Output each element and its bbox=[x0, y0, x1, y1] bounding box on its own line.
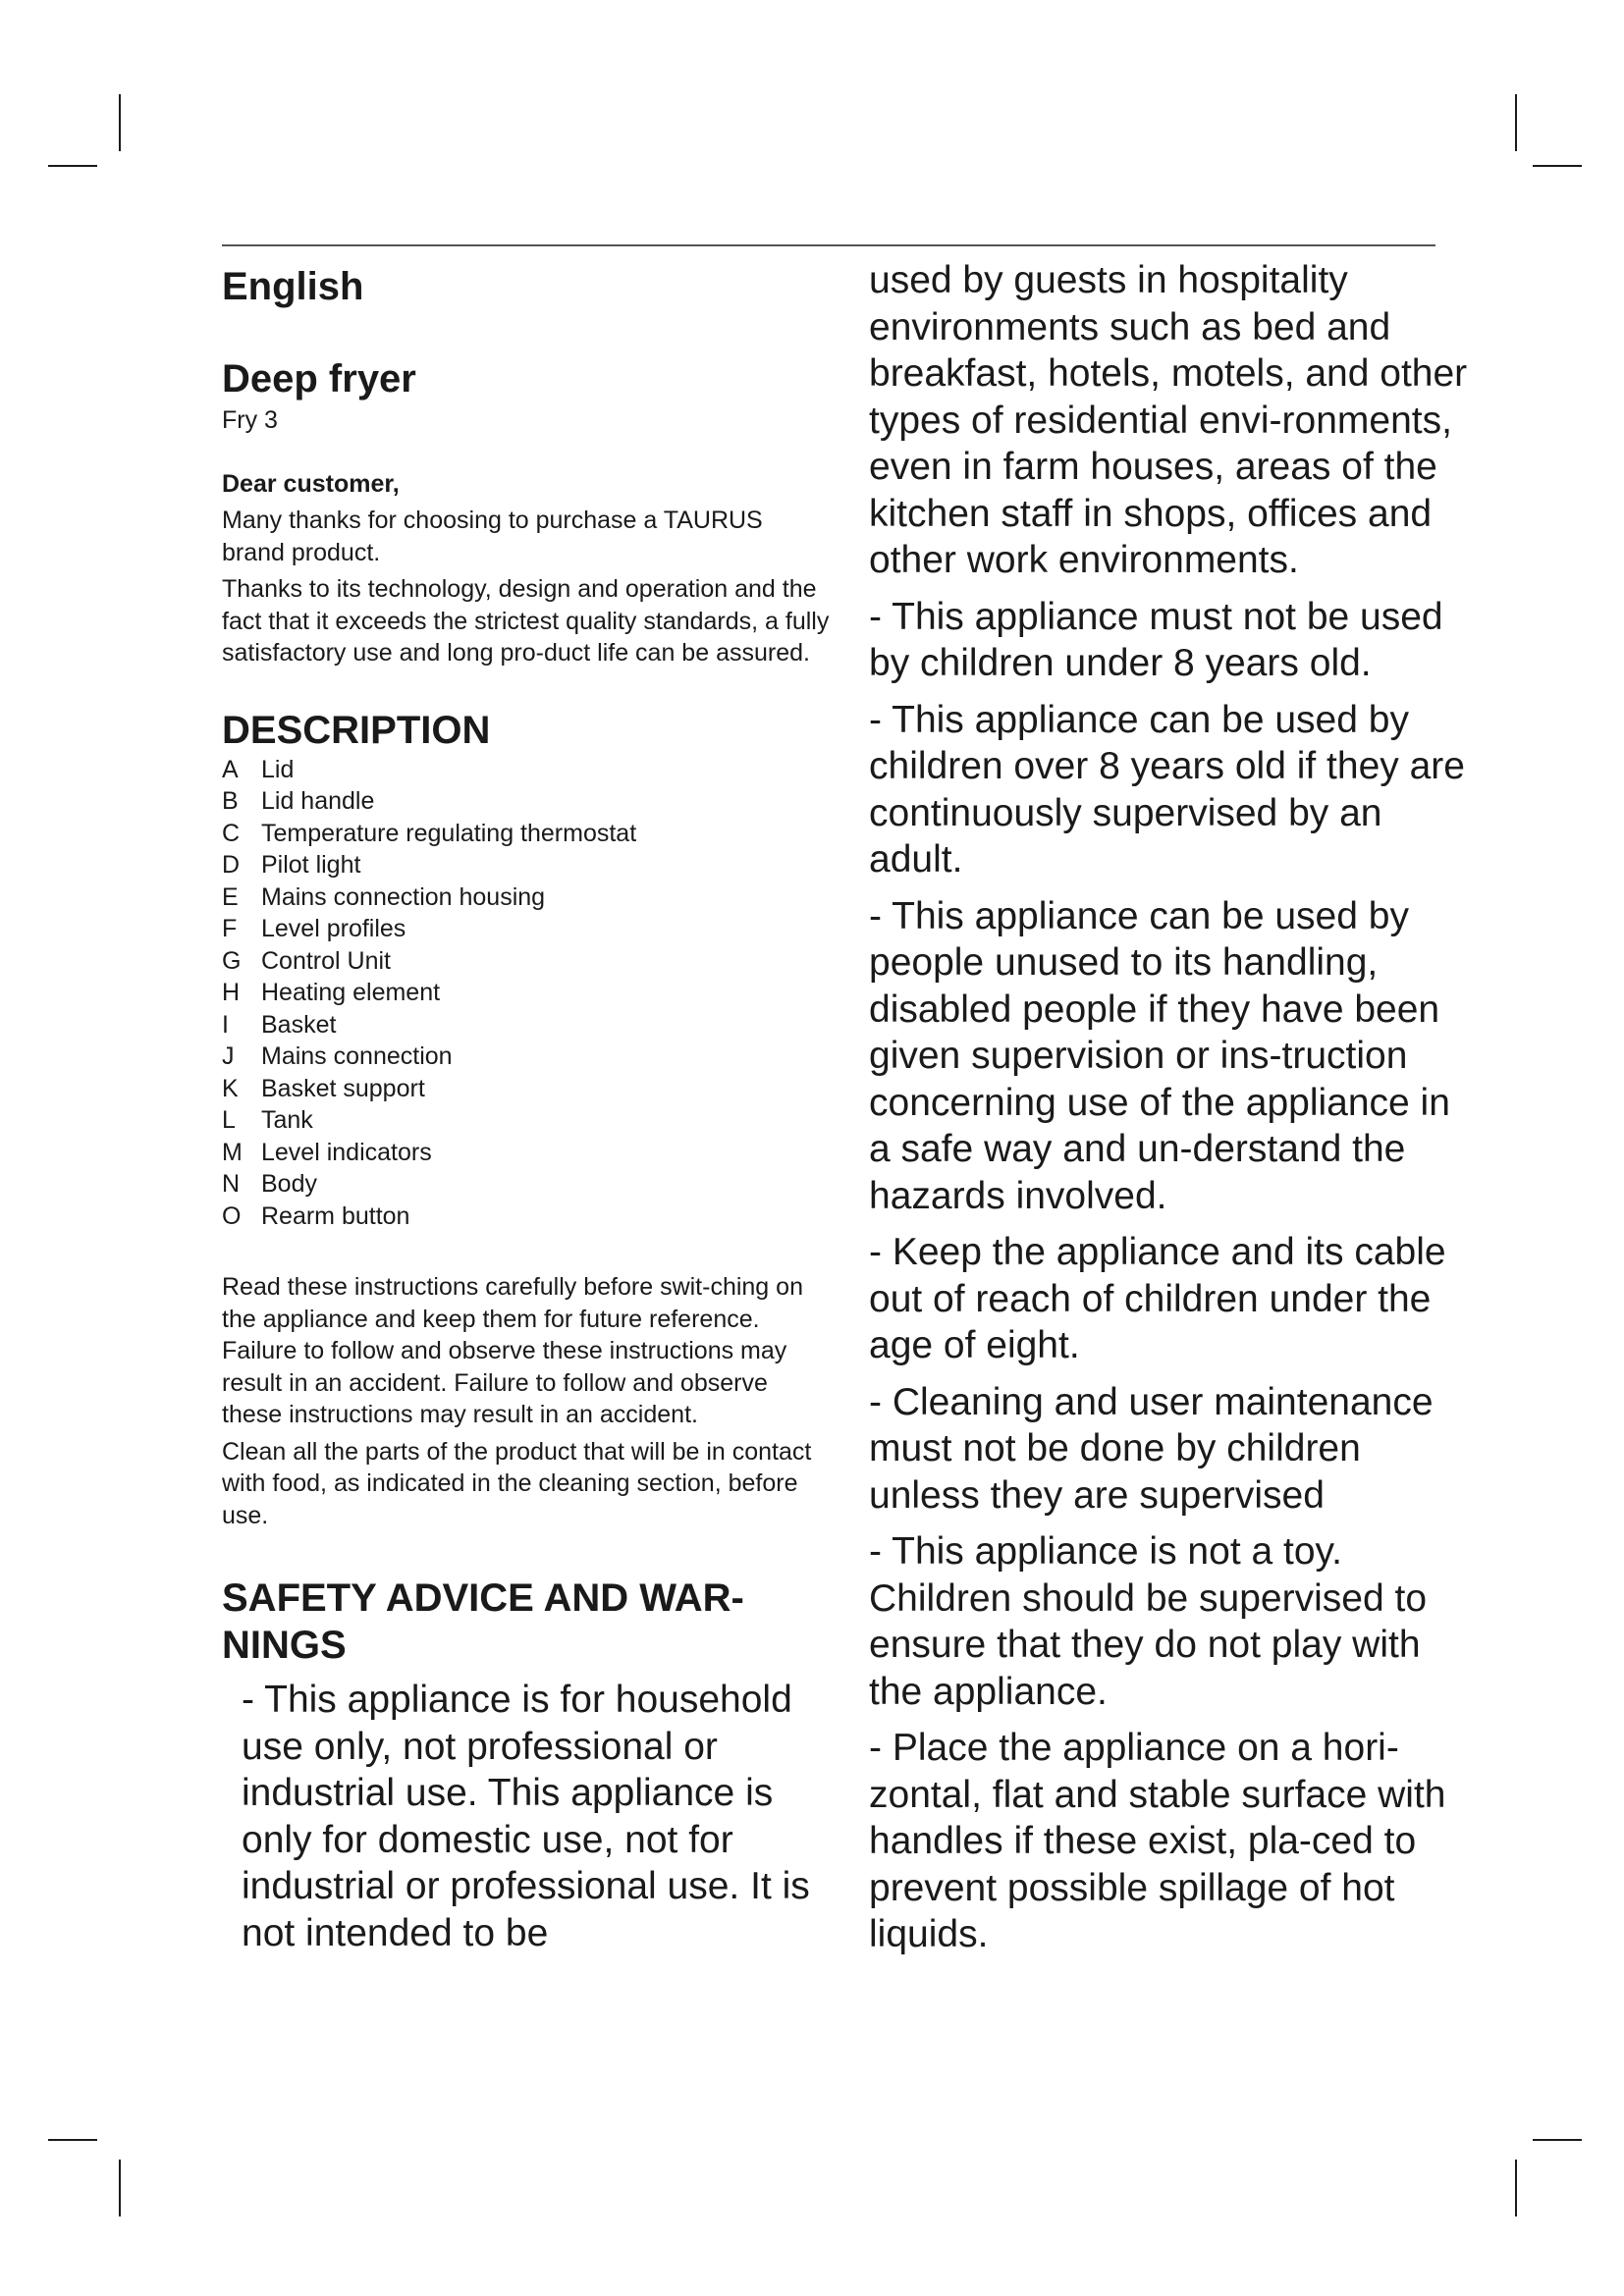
part-label: Level profiles bbox=[261, 915, 406, 942]
part-item bbox=[222, 1104, 831, 1137]
part-label: Basket bbox=[261, 1010, 337, 1039]
crop-mark-bottom-right-vertical bbox=[1515, 2160, 1517, 2216]
language-heading: English bbox=[222, 265, 364, 308]
crop-mark-top-right-vertical bbox=[1515, 94, 1517, 151]
safety-heading: SAFETY ADVICE AND WAR-NINGS bbox=[222, 1576, 744, 1667]
part-label: Heating element bbox=[261, 979, 441, 1006]
instructions-block bbox=[222, 1271, 831, 1531]
part-item bbox=[222, 913, 831, 945]
warning-paragraph: - This appliance can be used by people unused to its handling, disabled people if they have been given supervision or ins-truction concerning use of the appliance in a safe way and un-derstand the hazards involved. bbox=[869, 894, 1450, 1217]
part-letter: J bbox=[222, 1042, 235, 1070]
part-letter: C bbox=[222, 819, 241, 847]
product-model: Fry 3 bbox=[222, 406, 278, 434]
part-item bbox=[222, 1137, 831, 1169]
warning-paragraph: - This appliance can be used by children over 8 years old if they are continuously supervised by an adult. bbox=[869, 698, 1465, 881]
part-item bbox=[222, 754, 831, 786]
header-rule bbox=[222, 244, 1435, 246]
part-item bbox=[222, 818, 831, 850]
warning-paragraph: - Cleaning and user maintenance must not be done by children unless they are supervised bbox=[869, 1380, 1434, 1517]
part-item bbox=[222, 945, 831, 978]
crop-mark-top-right-horizontal bbox=[1533, 165, 1582, 167]
part-letter: M bbox=[222, 1138, 243, 1166]
warning-paragraph: - Place the appliance on a hori-zontal, flat and stable surface with handles if these exist, pla-ced to prevent possible spillage of hot liquids. bbox=[869, 1727, 1446, 1955]
crop-mark-top-left-vertical bbox=[119, 94, 121, 151]
part-label: Mains connection bbox=[261, 1042, 453, 1070]
part-label: Temperature regulating thermostat bbox=[261, 819, 637, 847]
part-letter: L bbox=[222, 1106, 236, 1134]
crop-mark-bottom-left-horizontal bbox=[48, 2139, 97, 2141]
part-label: Basket support bbox=[261, 1074, 425, 1102]
intro-paragraph: Thanks to its technology, design and operation and the fact that it exceeds the strictest quality standards, a fully satisfactory use and long pro-duct life can be assured. bbox=[222, 575, 830, 667]
part-item bbox=[222, 785, 831, 818]
warning-paragraph: - This appliance is for household use only, not professional or industrial use. This appliance is only for domestic use, not for industrial or professional use. It is not intended to be bbox=[242, 1679, 810, 1954]
warning-paragraph: - This appliance is not a toy. Children should be supervised to ensure that they do not play with the appliance. bbox=[869, 1530, 1428, 1713]
instructions-paragraph: Read these instructions carefully before swit-ching on the appliance and keep them for future reference. Failure to follow and observe these instructions may result in an accident. Failure to follow and observe these instructions may result in an accident. bbox=[222, 1273, 803, 1428]
part-label: Level indicators bbox=[261, 1138, 432, 1166]
part-label: Tank bbox=[261, 1106, 313, 1134]
part-letter: H bbox=[222, 979, 241, 1006]
part-label: Lid handle bbox=[261, 787, 375, 815]
part-letter: B bbox=[222, 787, 239, 815]
part-letter: F bbox=[222, 915, 238, 942]
part-item bbox=[222, 1041, 831, 1073]
right-column bbox=[869, 257, 1468, 1968]
warning-paragraph: used by guests in hospitality environments such as bed and breakfast, hotels, motels, and other types of residential envi-ronments, even in farm houses, areas of the kitchen staff in shops, offices and other work environments. bbox=[869, 259, 1468, 581]
part-letter: I bbox=[222, 1010, 229, 1039]
part-label: Pilot light bbox=[261, 851, 361, 879]
parts-list bbox=[222, 754, 831, 1233]
warning-paragraph: - Keep the appliance and its cable out of reach of children under the age of eight. bbox=[869, 1231, 1446, 1366]
part-label: Mains connection housing bbox=[261, 882, 546, 911]
part-label: Rearm button bbox=[261, 1201, 410, 1230]
crop-mark-top-left-horizontal bbox=[48, 165, 97, 167]
part-item bbox=[222, 977, 831, 1009]
part-letter: E bbox=[222, 882, 239, 911]
part-letter: N bbox=[222, 1170, 241, 1198]
part-item bbox=[222, 1009, 831, 1041]
crop-mark-bottom-right-horizontal bbox=[1533, 2139, 1582, 2141]
instructions-paragraph: Clean all the parts of the product that will be in contact with food, as indicated in the cleaning section, before use. bbox=[222, 1437, 812, 1529]
left-column bbox=[222, 257, 831, 1966]
description-heading: DESCRIPTION bbox=[222, 708, 491, 752]
part-letter: D bbox=[222, 851, 241, 879]
part-item bbox=[222, 849, 831, 881]
part-item bbox=[222, 1168, 831, 1201]
part-item bbox=[222, 1073, 831, 1105]
part-label: Lid bbox=[261, 755, 295, 783]
greeting: Dear customer, bbox=[222, 470, 400, 498]
warning-paragraph: - This appliance must not be used by children under 8 years old. bbox=[869, 595, 1443, 684]
part-letter: O bbox=[222, 1201, 242, 1230]
crop-mark-bottom-left-vertical bbox=[119, 2160, 121, 2216]
part-letter: G bbox=[222, 946, 242, 975]
part-label: Control Unit bbox=[261, 946, 391, 975]
part-label: Body bbox=[261, 1170, 317, 1198]
intro-paragraph: Many thanks for choosing to purchase a TAURUS brand product. bbox=[222, 507, 763, 566]
part-letter: A bbox=[222, 755, 239, 783]
part-item bbox=[222, 881, 831, 914]
part-letter: K bbox=[222, 1074, 239, 1102]
product-title: Deep fryer bbox=[222, 357, 416, 400]
part-item bbox=[222, 1201, 831, 1233]
